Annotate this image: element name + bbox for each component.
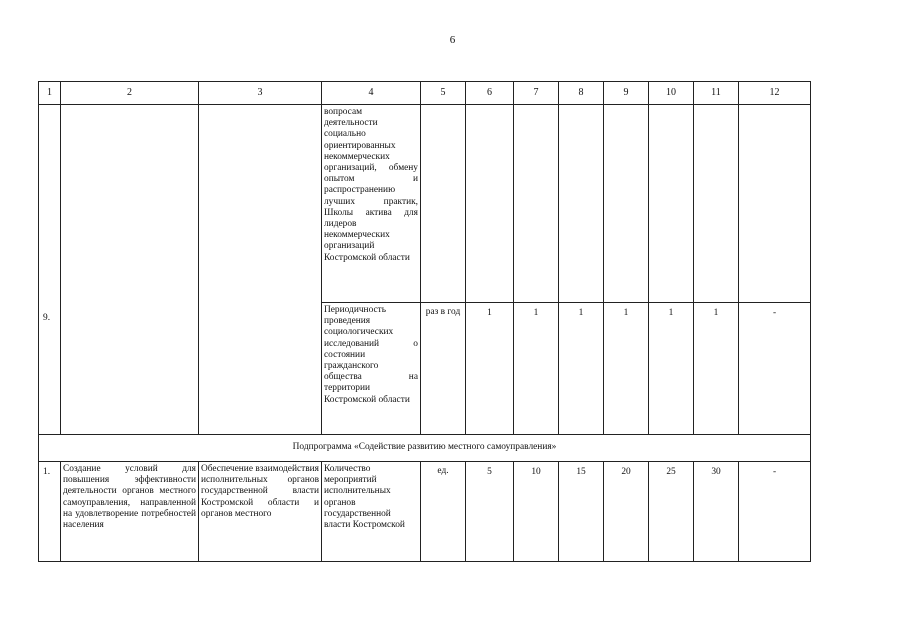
row-9-index: 9. — [43, 312, 51, 323]
value-cell: 1 — [604, 303, 649, 435]
unit-cell: ед. — [421, 462, 466, 562]
page-number: 6 — [449, 34, 456, 46]
value-cell: 1 — [559, 303, 604, 435]
table-cell — [559, 105, 604, 303]
table-cell — [739, 105, 811, 303]
table-cell — [61, 105, 199, 435]
column-header: 8 — [559, 82, 604, 105]
column-header: 7 — [514, 82, 559, 105]
table-cell — [604, 105, 649, 303]
value-cell: 10 — [514, 462, 559, 562]
subprogram-row — [39, 435, 811, 462]
column-header: 2 — [61, 82, 199, 105]
table-cell — [466, 105, 514, 303]
column-header: 9 — [604, 82, 649, 105]
row-index: 1. — [39, 462, 61, 562]
table-row — [39, 462, 811, 562]
value-cell: 5 — [466, 462, 514, 562]
value-cell: 1 — [649, 303, 694, 435]
value-cell: 25 — [649, 462, 694, 562]
value-cell: - — [739, 303, 811, 435]
indicator-text-cell: Количество мероприятий исполнительных органов государственной власти Костромской — [322, 462, 421, 562]
column-header: 6 — [466, 82, 514, 105]
value-cell: 1 — [514, 303, 559, 435]
table-cell — [649, 105, 694, 303]
value-cell: 1 — [694, 303, 739, 435]
value-cell: - — [739, 462, 811, 562]
table-cell — [421, 105, 466, 303]
table-cell — [694, 105, 739, 303]
indicator-text-cell: Периодичность проведения социологических исследований о состоянии гражданского общества на территории Костромской области — [322, 303, 421, 435]
table-cell — [514, 105, 559, 303]
row-index — [39, 105, 61, 435]
column-header: 3 — [199, 82, 322, 105]
column-header: 12 — [739, 82, 811, 105]
value-cell: 15 — [559, 462, 604, 562]
column-header: 5 — [421, 82, 466, 105]
table-header-row — [39, 82, 811, 105]
value-cell: 20 — [604, 462, 649, 562]
value-cell: 1 — [466, 303, 514, 435]
task-text-cell: Обеспечение взаимодействия исполнительных органов государственной власти Костромской области и органов местного — [199, 462, 322, 562]
value-cell: 30 — [694, 462, 739, 562]
subprogram-title: Подпрограмма «Содействие развитию местного самоуправления» — [39, 435, 811, 462]
column-header: 1 — [39, 82, 61, 105]
unit-cell: раз в год — [421, 303, 466, 435]
table-cell — [199, 105, 322, 435]
goal-text-cell: Создание условий для повышения эффективности деятельности органов местного самоуправления, направленной на удовлетворение потребностей населения — [61, 462, 199, 562]
column-header: 4 — [322, 82, 421, 105]
indicators-table — [38, 81, 811, 562]
column-header: 11 — [694, 82, 739, 105]
column-header: 10 — [649, 82, 694, 105]
table-row — [39, 105, 811, 303]
indicator-text-cell: вопросам деятельности социально ориентированных некоммерческих организаций, обмену опытом и распространению лучших практик, Школы актива для лидеров некоммерческих организаций Костромской области — [322, 105, 421, 303]
